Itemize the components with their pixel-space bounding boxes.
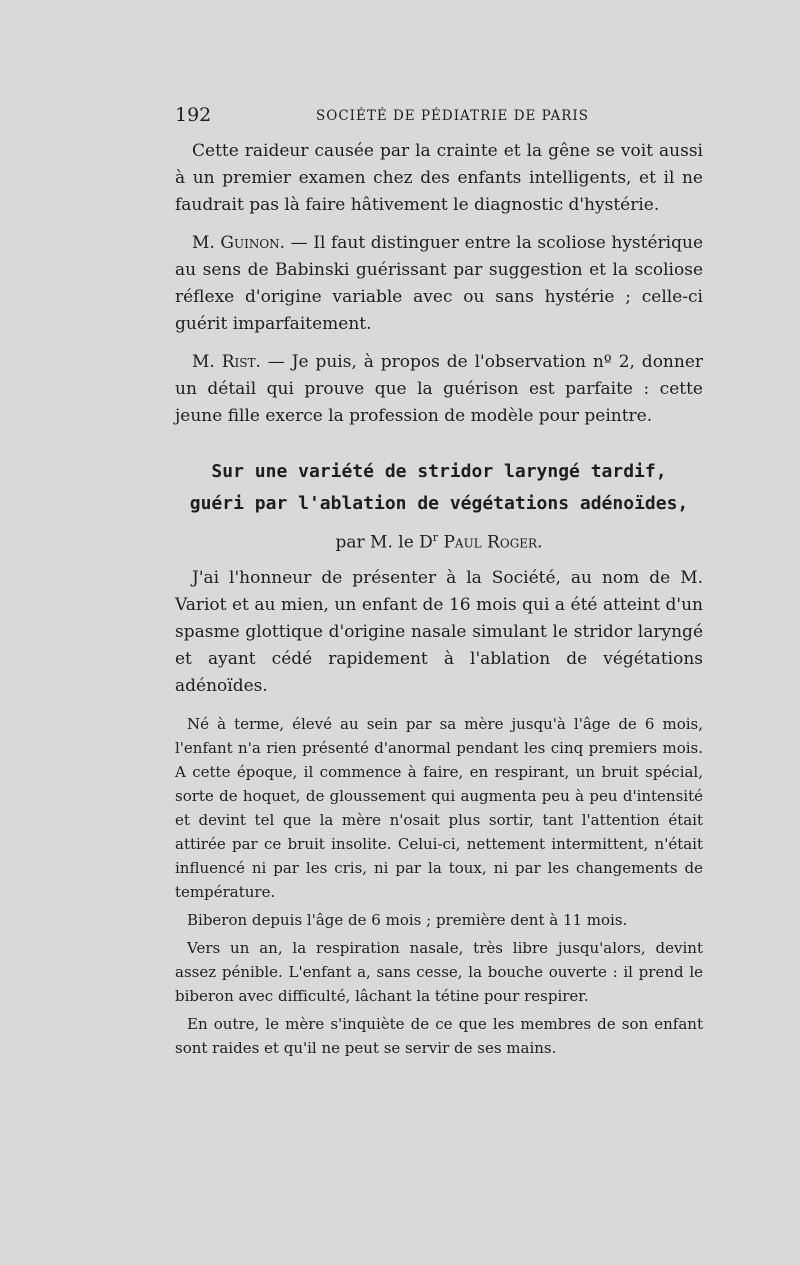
rist-text: — Je puis, à propos de l'observation nº 2, donner un détail qui prouve que la guérison est parfaite : cette jeune fille exerce la profession de modèle pour peintre. xyxy=(175,352,704,426)
page-number: 192 xyxy=(175,104,212,126)
observation-paragraph-1: Né à terme, élevé au sein par sa mère jusqu'à l'âge de 6 mois, l'enfant n'a rien présenté d'anormal pendant les cinq premiers mois. A cette époque, il commence à faire, en respirant, un bruit spécial, sorte de hoquet, de gloussement qui augmenta peu à peu d'intensité et devint tel que la mère n'osait plus sortir, tant l'attention était attirée par ce bruit insolite. Celui-ci, nettement intermittent, n'était influencé ni par les cris, ni par la toux, ni par les changements de température. xyxy=(175,714,703,901)
speaker-rist: M. Rist. xyxy=(192,352,261,372)
observation-section xyxy=(175,712,703,1060)
byline-prefix: par M. le D xyxy=(335,532,433,553)
observation-paragraph-4: En outre, le mère s'inquiète de ce que les membres de son enfant sont raides et qu'il ne peut se servir de ses mains. xyxy=(175,1014,703,1057)
paragraph-continuation: Cette raideur causée par la crainte et la gêne se voit aussi à un premier examen chez des enfants intelligents, et il ne faudrait pas là faire hâtivement le diagnostic d'hystérie. xyxy=(175,141,703,215)
speaker-guinon: M. Guinon. xyxy=(192,233,286,253)
byline-author: Paul Roger. xyxy=(443,532,543,553)
observation-paragraph-2: Biberon depuis l'âge de 6 mois ; première dent à 11 mois. xyxy=(187,910,628,929)
guinon-remark xyxy=(175,230,703,338)
intro-paragraph: J'ai l'honneur de présenter à la Société, au nom de M. Variot et au mien, un enfant de 16 mois qui a été atteint d'un spasme glottique d'origine nasale simulant le stridor laryngé et ayant cédé rapidement à l'ablation de végétations adénoïdes. xyxy=(175,567,703,696)
page-header xyxy=(175,104,703,128)
running-title: SOCIÉTÉ DE PÉDIATRIE DE PARIS xyxy=(316,108,590,124)
article-title-line-2: guéri par l'ablation de végétations adénoïdes, xyxy=(189,493,689,514)
body-text xyxy=(175,138,703,1060)
article-byline xyxy=(175,524,703,557)
rist-remark xyxy=(175,349,703,430)
byline-superscript: r xyxy=(432,531,439,544)
article-title xyxy=(175,456,703,520)
observation-paragraph-3: Vers un an, la respiration nasale, très libre jusqu'alors, devint assez pénible. L'enfant a, sans cesse, la bouche ouverte : il prend le biberon avec difficulté, lâchant la tétine pour respirer. xyxy=(175,938,703,1005)
article-title-line-1: Sur une variété de stridor laryngé tardif, xyxy=(211,461,667,482)
guinon-text: — Il faut distinguer entre la scoliose hystérique au sens de Babinski guérissant par suggestion et la scoliose réflexe d'origine variable avec ou sans hystérie ; celle-ci guérit imparfaitement. xyxy=(175,233,703,334)
